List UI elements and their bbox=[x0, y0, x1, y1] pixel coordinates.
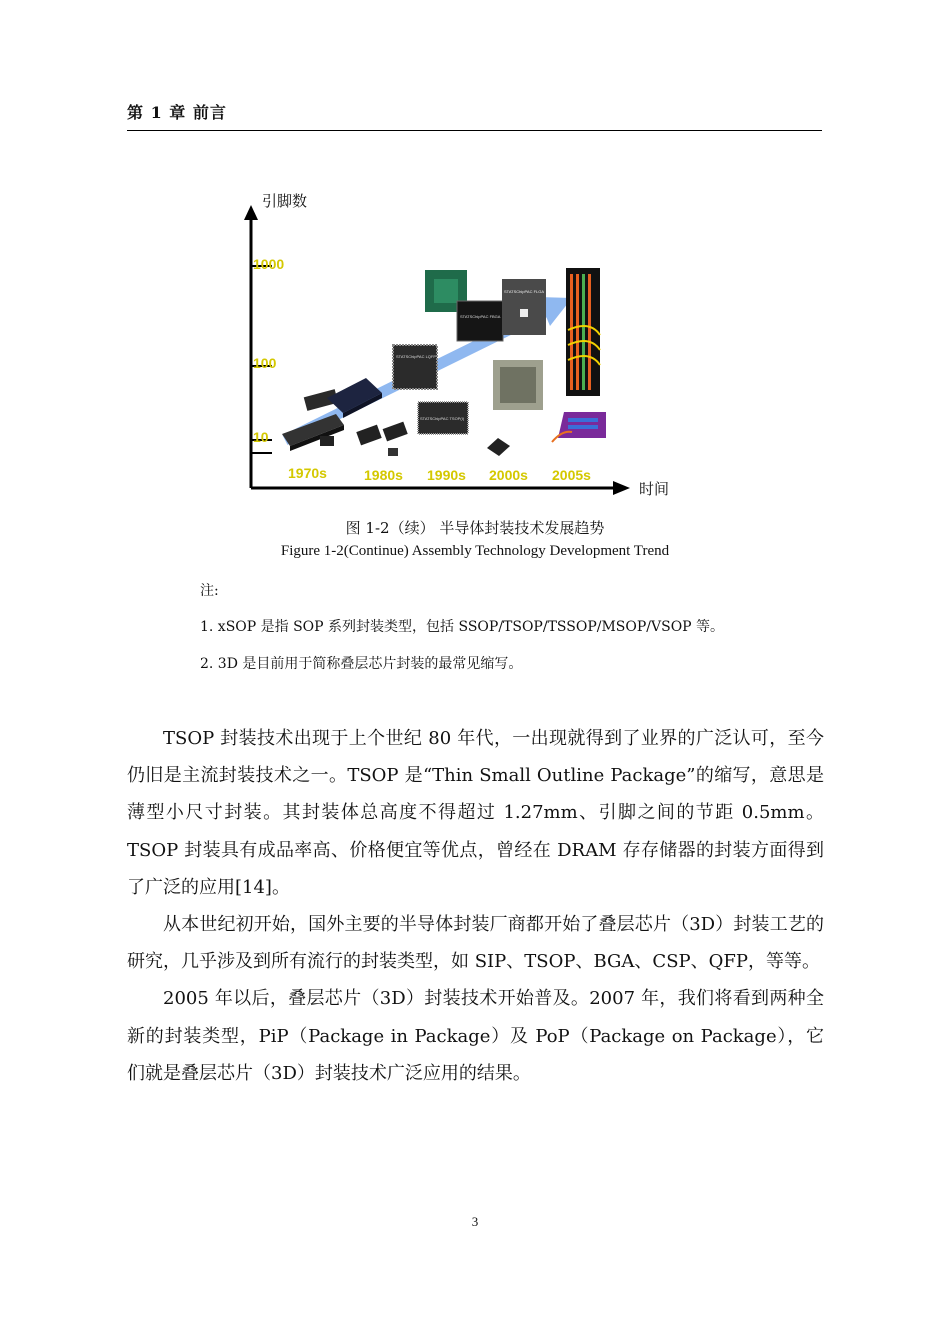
paragraph-1: TSOP 封装技术出现于上个世纪 80 年代，一出现就得到了业界的广泛认可，至今仍旧是主流封装技术之一。TSOP 是“Thin Small Outline Package”的缩写，意思是薄型小尺寸封装。其封装体总高度不得超过 1.27mm、引脚之间的节距 0.5mm。TSOP 封装具有成品率高、价格便宜等优点，曾经在 DRAM 存存储器的封装方面得到了广泛的应用[14]。 bbox=[127, 728, 824, 898]
y-axis bbox=[244, 205, 258, 488]
y-tick-10: 10 bbox=[253, 429, 269, 445]
figure-caption-cn: 图 1-2（续） 半导体封装技术发展趋势 bbox=[345, 519, 605, 537]
body-text bbox=[127, 720, 824, 1092]
x-axis bbox=[251, 481, 630, 495]
paragraph-3: 2005 年以后，叠层芯片（3D）封装技术开始普及。2007 年，我们将看到两种全新的封装类型，PiP（Package in Package）及 PoP（Package on Package），它们就是叠层芯片（3D）封装技术广泛应用的结果。 bbox=[127, 988, 824, 1084]
x-tick-1970s: 1970s bbox=[288, 465, 327, 481]
paragraph-2: 从本世纪初开始，国外主要的半导体封装厂商都开始了叠层芯片（3D）封装工艺的研究，几乎涉及到所有流行的封装类型，如 SIP、TSOP、BGA、CSP、QFP，等等。 bbox=[127, 914, 824, 973]
package-trend-chart bbox=[230, 185, 680, 505]
x-axis-label: 时间 bbox=[639, 480, 670, 498]
y-tick-1000: 1000 bbox=[253, 256, 285, 272]
chip-soj-small bbox=[356, 422, 407, 456]
chip-dip-1970s bbox=[282, 414, 344, 451]
chip-csp-small bbox=[487, 438, 510, 456]
header-rule bbox=[127, 130, 822, 131]
note-item-2: 2. 3D 是目前用于简称叠层芯片封装的最常见缩写。 bbox=[200, 656, 523, 672]
y-axis-label: 引脚数 bbox=[262, 192, 308, 210]
x-tick-1980s: 1980s bbox=[364, 467, 403, 483]
y-tick-100: 100 bbox=[253, 355, 277, 371]
tsop-label: STATSChipPAC TSOP(I) bbox=[420, 416, 465, 421]
lqfp-label: STATSChipPAC LQFP bbox=[396, 354, 437, 359]
chip-fbga bbox=[457, 301, 503, 341]
flga-label: STATSChipPAC FLGA bbox=[504, 289, 545, 294]
chip-flga bbox=[502, 279, 546, 335]
fbga-label: STATSChipPAC FBGA bbox=[460, 314, 501, 319]
x-tick-1990s: 1990s bbox=[427, 467, 466, 483]
chip-3d-cross-section bbox=[552, 412, 606, 442]
page-number: 3 bbox=[471, 1214, 479, 1229]
chapter-header: 第 1 章 前言 bbox=[127, 103, 227, 122]
chip-tsop bbox=[418, 402, 468, 434]
notes-title: 注: bbox=[200, 583, 219, 599]
x-tick-2005s: 2005s bbox=[552, 467, 591, 483]
chip-lqfp bbox=[393, 345, 437, 389]
note-item-1: 1. xSOP 是指 SOP 系列封装类型，包括 SSOP/TSOP/TSSOP/MSOP/VSOP 等。 bbox=[200, 619, 725, 635]
x-tick-2000s: 2000s bbox=[489, 467, 528, 483]
figure-caption-en: Figure 1-2(Continue) Assembly Technology Development Trend bbox=[280, 543, 670, 559]
chip-3d-stacked bbox=[566, 268, 600, 396]
chip-bga-grid bbox=[493, 360, 543, 410]
